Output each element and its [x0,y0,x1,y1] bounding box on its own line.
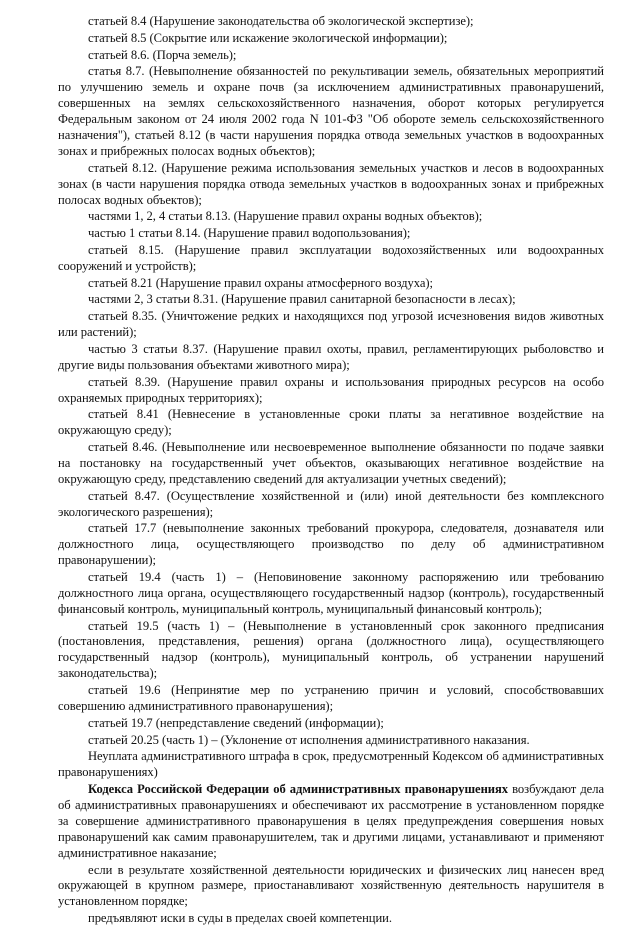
paragraph-art-8-31: частями 2, 3 статьи 8.31. (Нарушение правил санитарной безопасности в лесах); [88,292,516,307]
paragraph-art-8-21: статьей 8.21 (Нарушение правил охраны атмосферного воздуха); [88,275,433,290]
paragraph-art-8-14: частью 1 статьи 8.14. (Нарушение правил водопользования); [88,226,411,241]
paragraph-art-20-25: статьей 20.25 (часть 1) – (Уклонение от исполнения административного наказания. [88,732,530,747]
document-body [58,14,604,927]
paragraph-art-8-15: статьей 8.15. (Нарушение правил эксплуатации водохозяйственных или водоохранных сооружений и устройств); [58,242,604,273]
paragraph-art-19-5: статьей 19.5 (часть 1) – (Невыполнение в установленный срок законного предписания (постановления, представления, решения) органа (должностного лица), осуществляющего государственный надзор (контроль), муниципальный контроль, об устранении нарушений законодательства); [58,618,604,681]
paragraph-art-8-5: статьей 8.5 (Сокрытие или искажение экологической информации); [88,30,448,45]
code-title-bold: Кодекса Российской Федерации об административных правонарушениях [88,782,508,797]
paragraph-lawsuits: предъявляют иски в суды в пределах своей компетенции. [88,911,392,926]
paragraph-art-19-4: статьей 19.4 (часть 1) – (Неповиновение законному распоряжению или требованию должностного лица органа, осуществляющего государственный надзор (контроль), государственный финансовый контроль, муниципальный контроль, муниципальный финансовый контроль); [58,569,604,616]
paragraph-art-8-39: статьей 8.39. (Нарушение правил охраны и использования природных ресурсов на особо охраняемых природных территориях); [58,374,604,405]
paragraph-art-8-12: статьей 8.12. (Нарушение режима использования земельных участков и лесов в водоохранных зонах (в части нарушения порядка отвода земельных участков в водоохранных зонах и прибрежных полосах водных объектов); [58,160,604,207]
paragraph-art-8-41: статьей 8.41 (Невнесение в установленные сроки платы за негативное воздействие на окружающую среду); [58,407,604,438]
paragraph-art-8-7: статья 8.7. (Невыполнение обязанностей по рекультивации земель, обязательных мероприятий по улучшению земель и охране почв (за исключением административных правонарушений, совершенных на землях сельскохозяйственного назначения, оборот которых регулируется Федеральным законом от 24 июля 2002 года N 101-ФЗ "Об обороте земель сельскохозяйственного назначения"), статьей 8.12 (в части нарушения порядка отвода земельных участков в водоохранных зонах и прибрежных полосах водных объектов); [58,64,604,158]
paragraph-suspension: если в результате хозяйственной деятельности юридических и физических лиц нанесен вред окружающей в крупном размере, приостанавливают хозяйственную деятельность нарушителя в установленном порядке; [58,862,604,909]
paragraph-art-8-13: частями 1, 2, 4 статьи 8.13. (Нарушение правил охраны водных объектов); [88,209,483,224]
paragraph-code-authority [58,782,604,862]
paragraph-art-8-37: частью 3 статьи 8.37. (Нарушение правил охоты, правил, регламентирующих рыболовство и другие виды пользования объектами животного мира); [58,341,604,372]
paragraph-art-19-7: статьей 19.7 (непредставление сведений (информации); [88,715,384,730]
paragraph-art-8-6: статьей 8.6. (Порча земель); [88,47,237,62]
paragraph-art-8-47: статьей 8.47. (Осуществление хозяйственной и (или) иной деятельности без комплексного экологического разрешения); [58,488,604,519]
paragraph-art-8-46: статьей 8.46. (Невыполнение или несвоевременное выполнение обязанности по подаче заявки на постановку на государственный учет объектов, оказывающих негативное воздействие на окружающую среду, представлению сведений для актуализации учетных сведений); [58,440,604,486]
paragraph-art-8-35: статьей 8.35. (Уничтожение редких и находящихся под угрозой исчезновения видов животных или растений); [58,309,604,340]
code-authority-text: возбуждают дела об административных правонарушениях и обеспечивают их рассмотрение в установленном порядке за совершение административного правонарушения в целях предупреждения совершения новых правонарушений как самим правонарушителем, так и другими лицами, устанавливают и применяют административное наказание; [58,782,604,860]
paragraph-art-17-7: статьей 17.7 (невыполнение законных требований прокурора, следователя, дознавателя или должностного лица, осуществляющего производство по делу об административном правонарушении); [58,521,604,568]
paragraph-art-8-4: статьей 8.4 (Нарушение законодательства об экологической экспертизе); [88,14,474,28]
paragraph-art-19-6: статьей 19.6 (Непринятие мер по устранению причин и условий, способствовавших совершению административного правонарушения); [58,683,604,713]
paragraph-fine-nonpayment: Неуплата административного штрафа в срок, предусмотренный Кодексом об административных правонарушениях) [58,749,604,780]
